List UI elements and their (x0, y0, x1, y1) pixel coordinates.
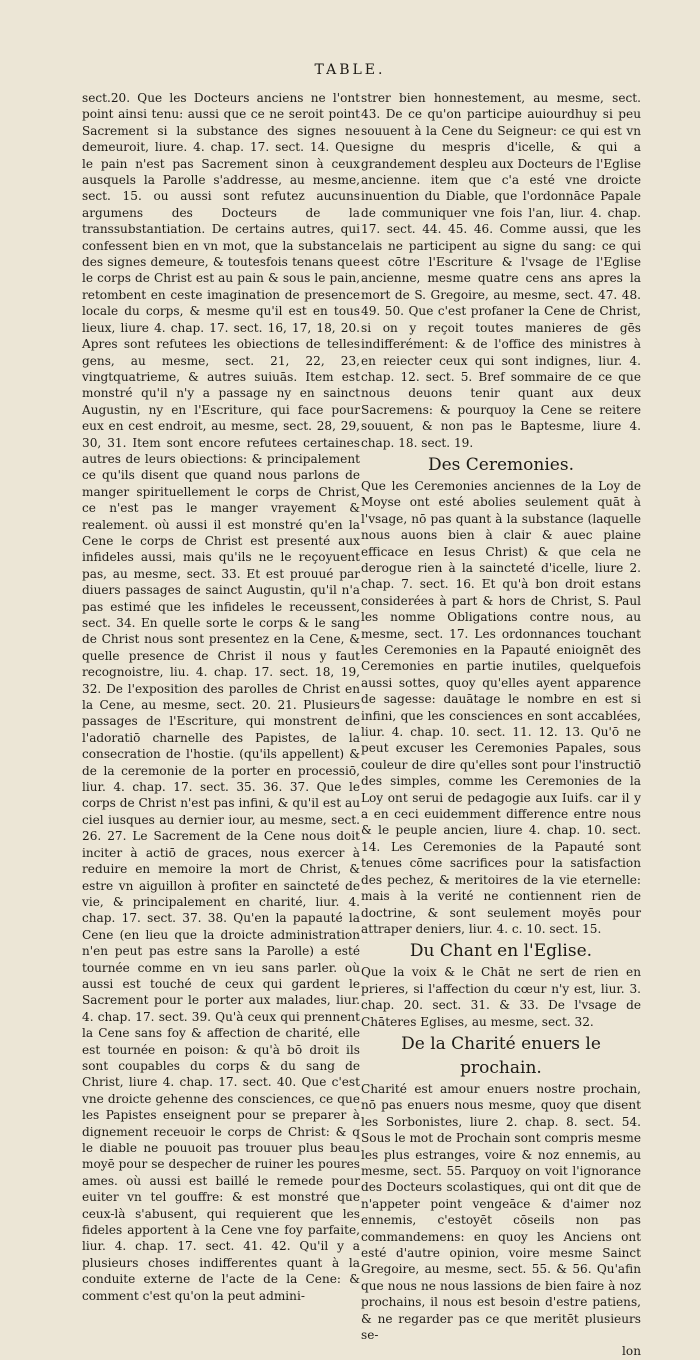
section-heading-ceremonies: Des Ceremonies. (427, 454, 574, 475)
right-column-intro-text: strer bien honnestement, au mesme, sect. 43. De ce qu'on participe auiourdhuy si peu souuent à la Cene du Seigneur: ce qui est vn signe du mespris d'icelle, & qui a grandement despleu aux Docteurs de l'Eglise ancienne. item que c'a esté vne droicte inuention du Diable, que l'ordonnāce Papale de communiquer vne fois l'an, liur. 4. chap. 17. sect. 44. 45. 46. Comme aussi, que les lais ne participent au signe du sang: ce qui est cōtre l'Escriture & l'vsage de l'Eglise ancienne, mesme quatre cens ans apres la mort de S. Gregoire, au mesme, sect. 47. 48. 49. 50. Que c'est profaner la Cene de Christ, si on y reçoit toutes manieres de gēs indifferément: & de l'office des ministres à en reiecter ceux qui sont indignes, liur. 4. chap. 12. sect. 5. Bref sommaire de ce que nous deuons tenir quant aux deux Sacremens: & pourquoy la Cene se reitere souuent, & non pas le Baptesme, liure 4. chap. 18. sect. 19. (361, 91, 641, 450)
catchword: lon (622, 1344, 641, 1359)
left-column (82, 90, 360, 1304)
section-heading-charite: De la Charité enuers le prochain. (401, 1033, 601, 1078)
section-text-ceremonies: Que les Ceremonies anciennes de la Loy de Moyse ont esté abolies seulement quāt à l'vsage, nō pas quant à la substance (laquelle nous auons bien à clair & auec plaine efficace en Iesus Christ) & que cela ne derogue rien à la saincteté d'icelle, liure 2. chap. 7. sect. 16. Et qu'à bon droit estans considerées à part & hors de Christ, S. Paul les nomme Obligations contre nous, au mesme, sect. 17. Les ordonnances touchant les Ceremonies en la Papauté enioignēt des Ceremonies en partie inutiles, quelquefois aussi sottes, quoy qu'elles ayent apparence de sagesse: dauātage le nombre en est si infini, que les consciences en sont accablées, liur. 4. chap. 10. sect. 11. 12. 13. Qu'ō ne peut excuser les Ceremonies Papales, sous couleur de dire qu'elles sont pour l'instructiō des simples, comme les Ceremonies de la Loy ont serui de pedagogie aux Iuifs. car il y a en ceci euidemment difference entre nous & le peuple ancien, liure 4. chap. 10. sect. 14. Les Ceremonies de la Papauté sont tenues cōme sacrifices pour la satisfaction des pechez, & meritoires de la vie eternelle: mais à la verité ne contiennent rien de doctrine, & sont seulement moyēs pour attraper deniers, liur. 4. c. 10. sect. 15. (361, 478, 641, 936)
running-title: TABLE. (314, 62, 386, 78)
section-text-chant: Que la voix & le Chāt ne sert de rien en prieres, si l'affection du cœur n'y est, liur. 3. chap. 20. sect. 31. & 33. De l'vsage de Chāteres Eglises, au mesme, sect. 32. (361, 965, 641, 1029)
section-heading-chant: Du Chant en l'Eglise. (409, 941, 593, 962)
section-text-charite: Charité est amour enuers nostre prochain, nō pas enuers nous mesme, quoy que disent les Sorbonistes, liure 2. chap. 8. sect. 54. Sous le mot de Prochain sont compris mesme les plus estranges, voire & noz ennemis, au mesme, sect. 55. Parquoy on voit l'ignorance des Docteurs scolastiques, qui ont dit que de n'appeter point vengeāce & d'aimer noz ennemis, c'estoyēt cōseils non pas commandemens: en quoy les Anciens ont esté d'autre opinion, voire mesme Sainct Gregoire, au mesme, sect. 55. & 56. Qu'afin que nous ne nous lassions de bien faire à noz prochains, il nous est besoin d'estre patiens, & ne regarder pas ce que meritēt plusieurs se- (361, 1081, 641, 1343)
left-column-text: sect.20. Que les Docteurs anciens ne l'ont point ainsi tenu: aussi que ce ne seroit point Sacrement si la substance des signes ne demeuroit, liure. 4. chap. 17. sect. 14. Que le pain n'est pas Sacrement sinon à ceux ausquels la Parolle s'addresse, au mesme, sect. 15. ou aussi sont refutez aucuns argumens des Docteurs de la transsubstantiation. De certains autres, qui confessent bien en vn mot, que la substance des signes demeure, & toutesfois tenans que le corps de Christ est au pain & sous le pain, retombent en ceste imagination de presence locale du corps, & mesme qu'il est en tous lieux, liure 4. chap. 17. sect. 16, 17, 18, 20. Apres sont refutees les obiections de telles gens, au mesme, sect. 21, 22, 23, vingtquatrieme, & autres suiuās. Item est monstré qu'il n'y a passage ny en sainct Augustin, ny en l'Escriture, qui face pour eux en cest endroit, au mesme, sect. 28, 29, 30, 31. Item sont encore refutees certaines autres de leurs obiections: & principalement ce qu'ils disent que quand nous parlons de manger spirituellement le corps de Christ, ce n'est pas le manger vrayement & realement. où aussi il est monstré qu'en la Cene le corps de Christ est presenté aux infideles aussi, mais qu'ils ne le reçoyuent pas, au mesme, sect. 33. Et est prouué par diuers passages de sainct Augustin, qu'il n'a pas estimé que les infideles le receussent, sect. 34. En quelle sorte le corps & le sang de Christ nous sont presentez en la Cene, & quelle presence de Christ il nous y faut recognoistre, liu. 4. chap. 17. sect. 18, 19, 32. De l'exposition des parolles de Christ en la Cene, au mesme, sect. 20. 21. Plusieurs passages de l'Escriture, qui monstrent de l'adoratiō charnelle des Papistes, de la consecration de l'hostie. (qu'ils appellent) & de la ceremonie de la porter en processiō, liur. 4. chap. 17. sect. 35. 36. 37. Que le corps de Christ n'est pas infini, & qu'il est au ciel iusques au dernier iour, au mesme, sect. 26. 27. Le Sacrement de la Cene nous doit inciter à actiō de graces, nous exercer à reduire en memoire la mort de Christ, & estre vn aiguillon à profiter en saincteté de vie, & principalement en charité, liur. 4. chap. 17. sect. 37. 38. Qu'en la papauté la Cene (en lieu que la droicte administration n'en peut pas estre sans la Parolle) a esté tournée comme en vn ieu sans parler. où aussi est touché de ceux qui gardent le Sacrement pour le porter aux malades, liur. 4. chap. 17. sect. 39. Qu'à ceux qui prennent la Cene sans foy & affection de charité, elle est tournée en poison: & qu'à bō droit ils sont coupables du corps & du sang de Christ, liure 4. chap. 17. sect. 40. Que c'est vne droicte gehenne des consciences, ce que les Papistes enseignent pour se preparer à dignement receuoir le corps de Christ: & q le diable ne pouuoit pas trouuer plus beau moyē pour se despecher de ruiner les poures ames. où aussi est baillé le remede pour euiter vn tel gouffre: & est monstré que ceux-là s'abusent, qui requierent que les fideles apportent à la Cene vne foy parfaite, liur. 4. chap. 17. sect. 41. 42. Qu'il y a plusieurs choses indifferentes quant à la conduite externe de l'acte de la Cene: & comment c'est qu'on la peut admini- (82, 91, 360, 1303)
right-column (361, 90, 641, 1360)
